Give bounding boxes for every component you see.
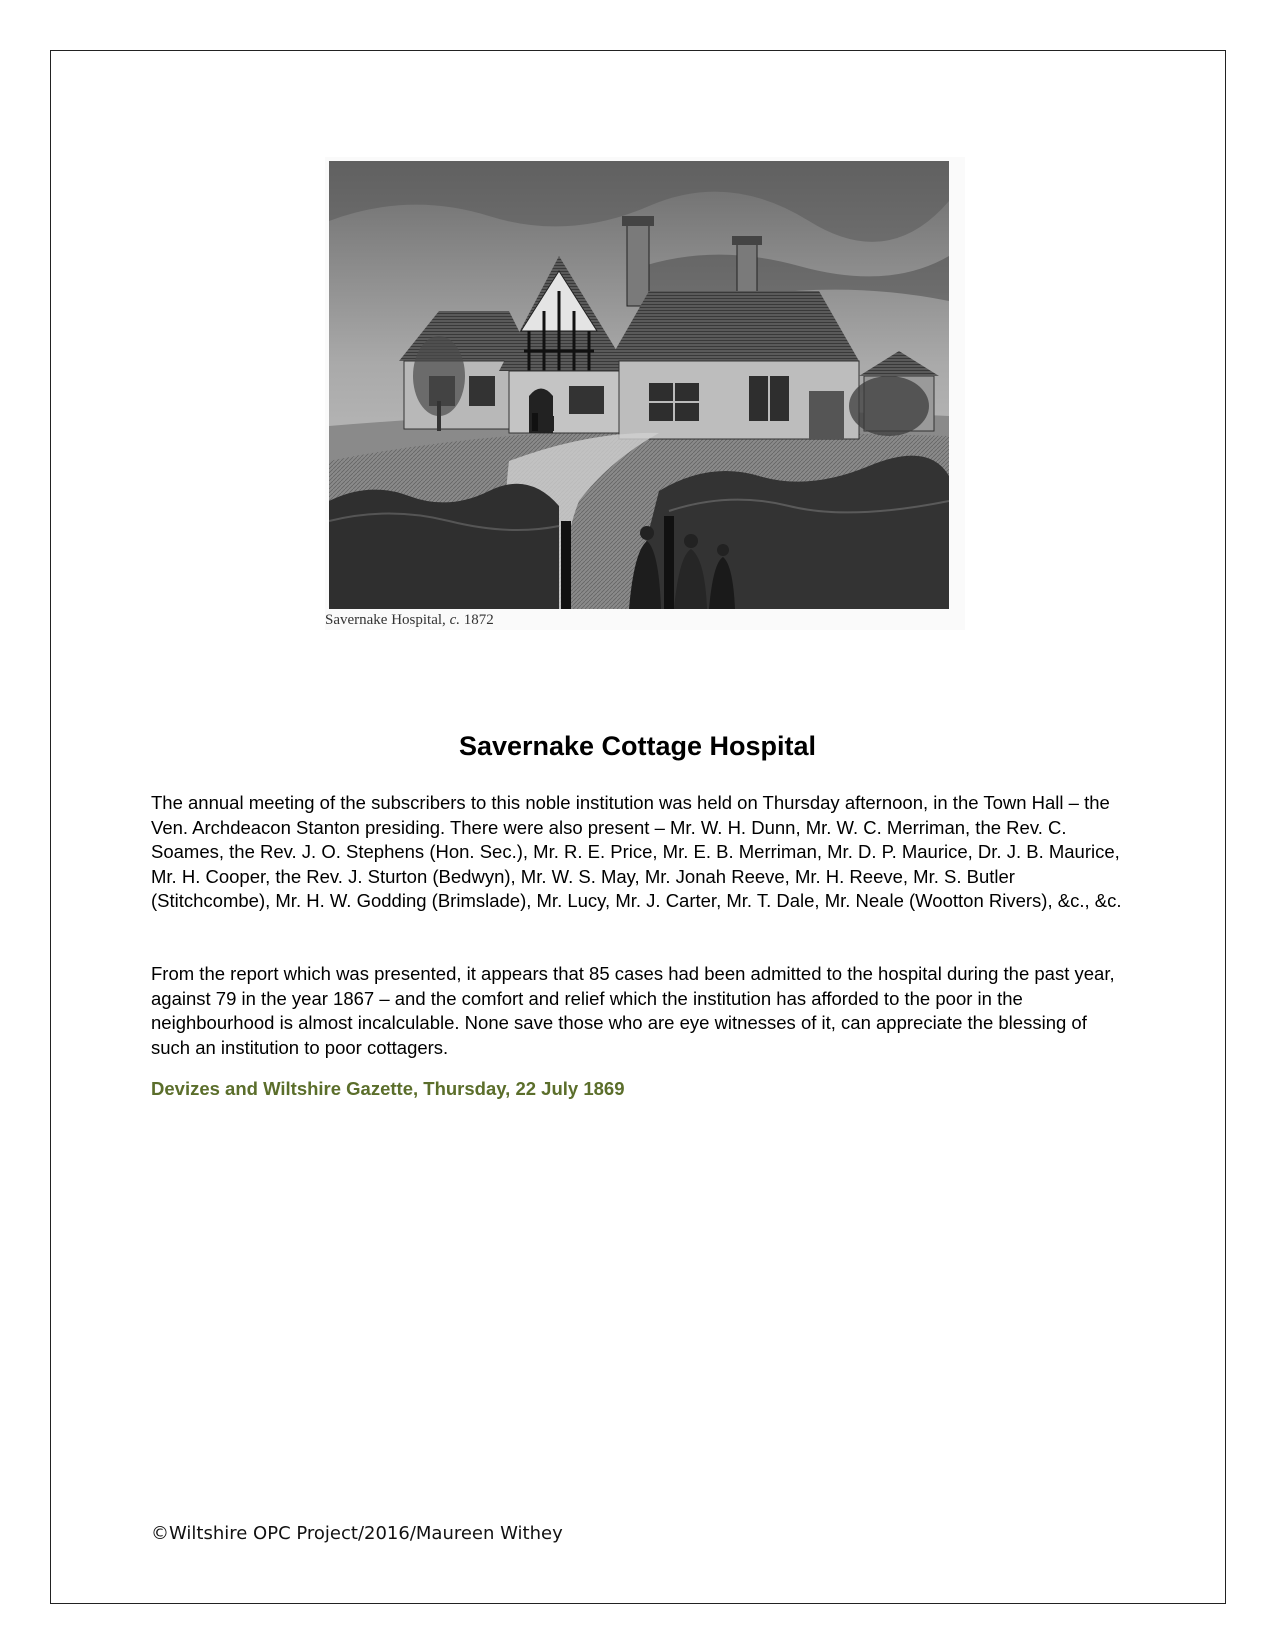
illustration-caption <box>325 612 494 629</box>
engraving-image <box>329 161 949 609</box>
caption-year: 1872 <box>463 612 494 628</box>
caption-text: Savernake Hospital, <box>325 612 446 628</box>
copyright-footer: ©Wiltshire OPC Project/2016/Maureen Withey <box>151 1523 563 1544</box>
article-paragraph-1: The annual meeting of the subscribers to this noble institution was held on Thursday afternoon, in the Town Hall – the Ven. Archdeacon Stanton presiding. There were also present – Mr. W. H. Dunn, Mr. W. C. Merriman, the Rev. C. Soames, the Rev. J. O. Stephens (Hon. Sec.), Mr. R. E. Price, Mr. E. B. Merriman, Mr. D. P. Maurice, Dr. J. B. Maurice, Mr. H. Cooper, the Rev. J. Sturton (Bedwyn), Mr. W. S. May, Mr. Jonah Reeve, Mr. H. Reeve, Mr. S. Butler (Stitchcombe), Mr. H. W. Godding (Brimslade), Mr. Lucy, Mr. J. Carter, Mr. T. Dale, Mr. Neale (Wootton Rivers), &c., &c. <box>151 792 1122 911</box>
article-paragraph-2: From the report which was presented, it appears that 85 cases had been admitted to the hospital during the past year, against 79 in the year 1867 – and the comfort and relief which the institution has afforded to the poor in the neighbourhood is almost incalculable. None save those who are eye witnesses of it, can appreciate the blessing of such an institution to poor cottagers. <box>151 963 1115 1058</box>
hospital-illustration <box>325 157 965 630</box>
newspaper-source: Devizes and Wiltshire Gazette, Thursday, 22 July 1869 <box>151 1078 625 1099</box>
article-title: Savernake Cottage Hospital <box>458 731 817 761</box>
caption-circa: c. <box>449 612 460 628</box>
